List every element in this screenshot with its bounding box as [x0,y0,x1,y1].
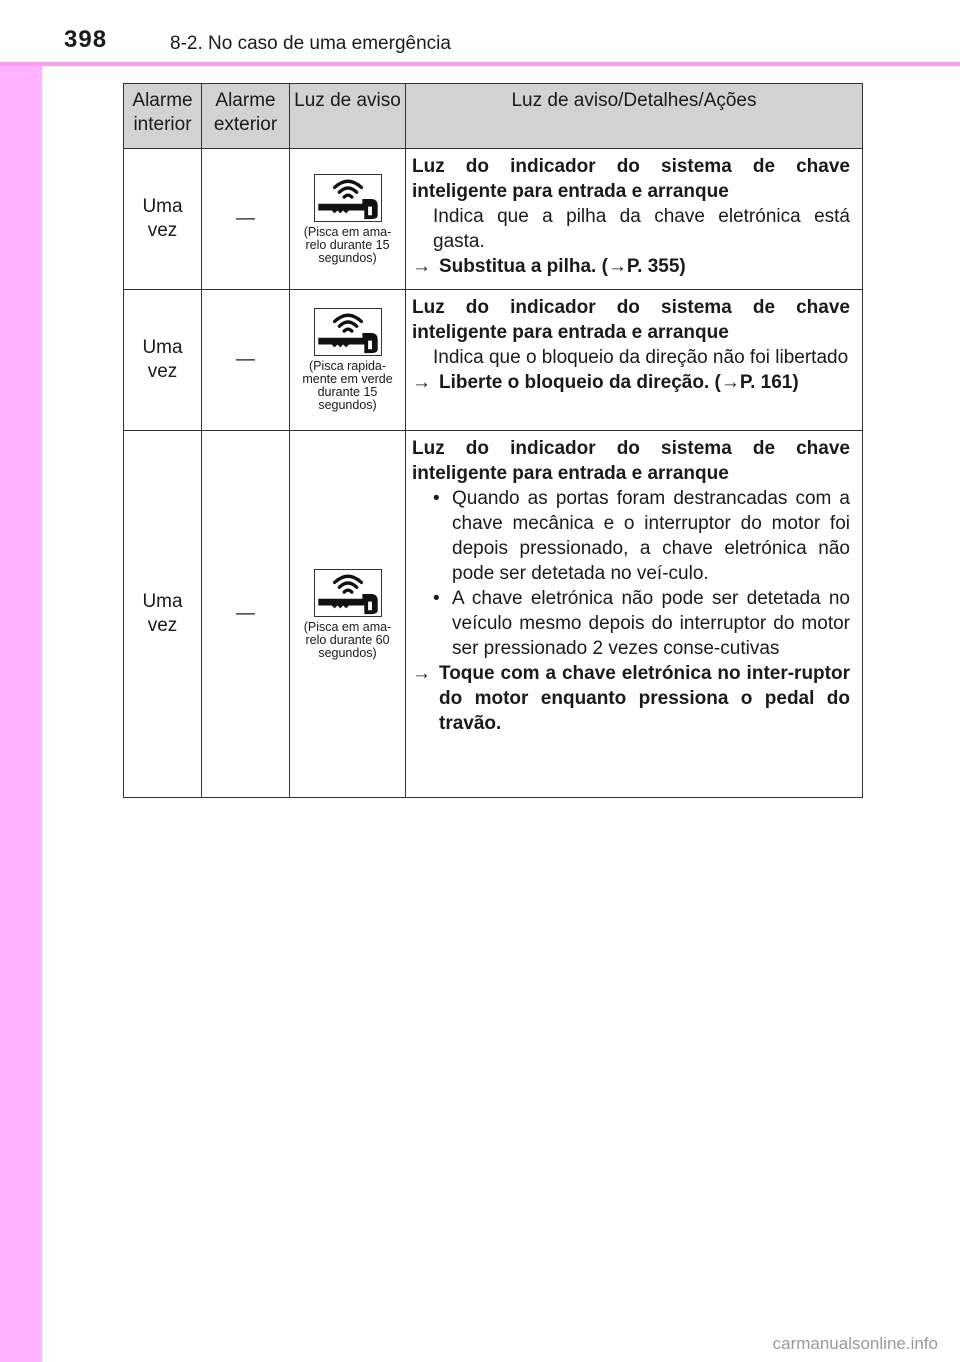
smart-key-indicator-icon [314,569,382,617]
interior-alarm-cell: Uma vez [124,431,202,798]
list-item: • A chave eletrónica não pode ser detetada no veículo mesmo depois do interruptor do motor ser pressionado 2 vezes conse-cutivas [412,586,850,661]
arrow-right-icon: → [412,372,431,393]
condition-list [412,486,850,661]
table-row [124,290,863,431]
interior-alarm-cell: Uma vez [124,290,202,431]
page-header [0,0,960,66]
details-cell [406,431,863,798]
table-row [124,431,863,798]
table-row [124,149,863,290]
reference-arrow-icon: → [720,372,740,393]
action-text: Substitua a pilha. ( [439,256,608,277]
list-item: • Quando as portas foram destrancadas com a chave mecânica e o interruptor do motor foi depois pressionado, a chave eletrónica não pode ser detetada no veí-culo. [412,486,850,586]
action-instruction [412,661,850,736]
column-header-interior-alarm: Alarme interior [124,84,202,149]
interior-alarm-cell: Uma vez [124,149,202,290]
page-reference-link[interactable]: P. 355) [626,256,686,277]
warning-table [123,83,863,798]
side-color-strip [0,0,42,1362]
exterior-alarm-cell: — [202,431,290,798]
section-title: 8-2. No caso de uma emergência [170,33,451,54]
column-header-exterior-alarm: Alarme exterior [202,84,290,149]
column-header-details: Luz de aviso/Detalhes/Ações [406,84,863,149]
indicator-title: Luz do indicador do sistema de chave inteligente para entrada e arranque [412,156,850,202]
warning-light-note: (Pisca em ama-relo durante 15 segundos) [303,224,392,265]
warning-light-cell [290,149,406,290]
smart-key-indicator-icon [314,308,382,356]
table-header-row [124,84,863,149]
warning-light-cell [290,290,406,431]
action-text: Liberte o bloqueio da direção. ( [439,372,721,393]
arrow-right-icon: → [412,663,431,684]
action-instruction [412,370,850,395]
reference-arrow-icon: → [607,256,627,277]
action-text: Toque com a chave eletrónica no inter-ruptor do motor enquanto pressiona o pedal do travão. [439,663,850,734]
arrow-right-icon: → [412,256,431,277]
details-cell [406,290,863,431]
smart-key-indicator-icon [314,174,382,222]
warning-light-note: (Pisca rapida-mente em verde durante 15 segundos) [302,359,393,412]
warning-light-note: (Pisca em ama-relo durante 60 segundos) [303,619,392,660]
warning-light-cell [290,431,406,798]
exterior-alarm-cell: — [202,290,290,431]
watermark: carmanualsonline.info [772,1334,938,1353]
action-instruction [412,254,850,279]
page-reference-link[interactable]: P. 161) [739,372,799,393]
column-header-warning-light: Luz de aviso [290,84,406,149]
details-cell [406,149,863,290]
header-rule [0,62,960,66]
indicator-title: Luz do indicador do sistema de chave inteligente para entrada e arranque [412,438,850,484]
indicator-description: Indica que o bloqueio da direção não foi libertado [433,347,849,368]
indicator-title: Luz do indicador do sistema de chave inteligente para entrada e arranque [412,297,850,343]
exterior-alarm-cell: — [202,149,290,290]
indicator-description: Indica que a pilha da chave eletrónica está gasta. [433,206,850,252]
page-number: 398 [64,26,108,53]
